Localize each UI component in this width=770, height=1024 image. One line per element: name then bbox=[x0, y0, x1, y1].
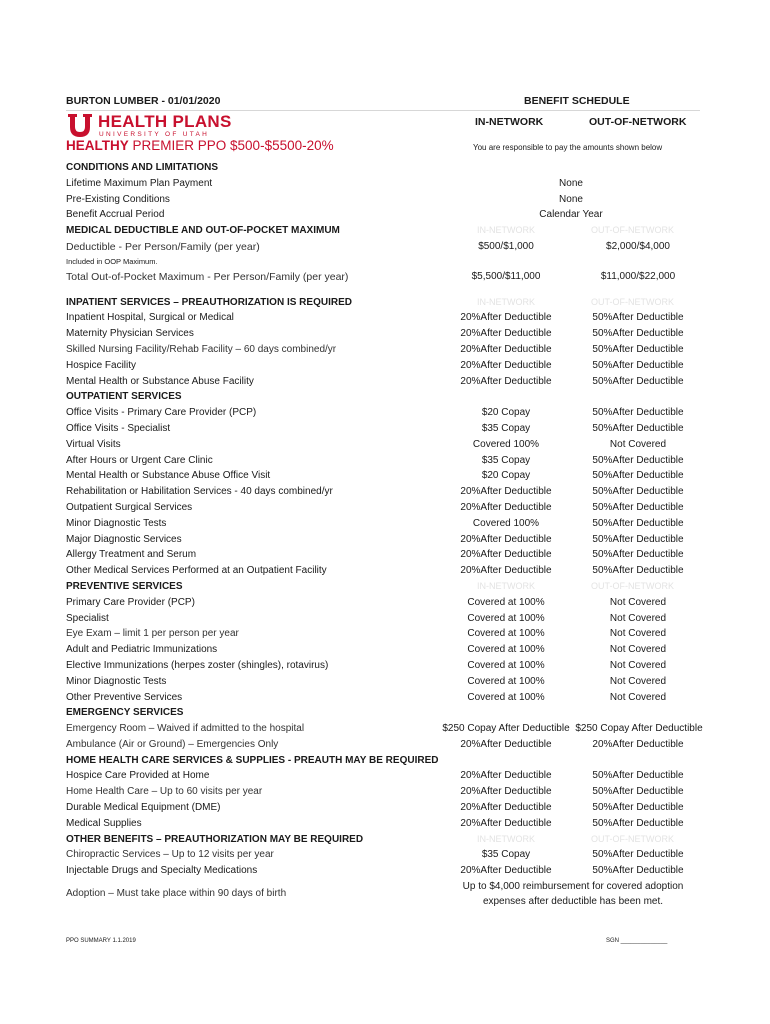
ghost-out-of-network: OUT-OF-NETWORK bbox=[591, 833, 674, 844]
benefit-table bbox=[66, 160, 703, 911]
out-of-network-value: Not Covered bbox=[609, 691, 667, 703]
row-label: Inpatient Hospital, Surgical or Medical bbox=[66, 312, 234, 324]
row-label: Skilled Nursing Facility/Rehab Facility – 60 days combined/yr bbox=[66, 343, 337, 355]
row-label: Deductible - Per Person/Family (per year) bbox=[66, 240, 260, 253]
section-header bbox=[66, 579, 700, 595]
table-row bbox=[66, 310, 700, 326]
out-of-network-value: 50%After Deductible bbox=[592, 517, 684, 529]
ghost-out-of-network: OUT-OF-NETWORK bbox=[591, 580, 674, 591]
out-of-network-value: 50%After Deductible bbox=[592, 533, 684, 545]
out-of-network-value: 50%After Deductible bbox=[592, 817, 684, 829]
table-row bbox=[66, 207, 700, 223]
table-row bbox=[66, 658, 700, 674]
row-label: Lifetime Maximum Plan Payment bbox=[66, 177, 213, 189]
section-header bbox=[66, 160, 700, 176]
out-of-network-value: Not Covered bbox=[609, 438, 667, 450]
row-label: Pre-Existing Conditions bbox=[66, 193, 170, 205]
row-label: Office Visits - Primary Care Provider (PCP) bbox=[66, 407, 257, 419]
row-label: Major Diagnostic Services bbox=[66, 533, 182, 545]
row-label: After Hours or Urgent Care Clinic bbox=[66, 454, 213, 466]
table-row bbox=[66, 768, 700, 784]
out-of-network-value: 50%After Deductible bbox=[592, 359, 684, 371]
footer-right: SGN ______________ bbox=[606, 938, 668, 944]
out-of-network-value: 50%After Deductible bbox=[592, 407, 684, 419]
section-title: EMERGENCY SERVICES bbox=[66, 707, 184, 719]
section-title: OUTPATIENT SERVICES bbox=[66, 391, 182, 403]
logo-name: HEALTH PLANS bbox=[98, 112, 232, 131]
responsibility-note: You are responsible to pay the amounts shown below bbox=[473, 143, 663, 152]
in-network-value: $35 Copay bbox=[481, 422, 531, 434]
table-row bbox=[66, 784, 700, 800]
ghost-out-of-network: OUT-OF-NETWORK bbox=[591, 296, 674, 307]
out-of-network-value: Not Covered bbox=[609, 596, 667, 608]
row-label: Ambulance (Air or Ground) – Emergencies Only bbox=[66, 738, 279, 750]
in-network-header: IN-NETWORK bbox=[475, 116, 544, 128]
row-label: Eye Exam – limit 1 per person per year bbox=[66, 628, 239, 640]
section-header bbox=[66, 295, 700, 311]
table-row bbox=[66, 358, 700, 374]
table-row bbox=[66, 690, 700, 706]
table-row bbox=[66, 484, 700, 500]
out-of-network-value: 50%After Deductible bbox=[592, 549, 684, 561]
footer-left: PPO SUMMARY 1.1.2019 bbox=[66, 938, 136, 944]
plan-name bbox=[66, 138, 334, 153]
section-title: CONDITIONS AND LIMITATIONS bbox=[66, 162, 219, 173]
in-network-value: $20 Copay bbox=[481, 470, 531, 482]
ghost-in-network: IN-NETWORK bbox=[477, 296, 535, 307]
row-label: Durable Medical Equipment (DME) bbox=[66, 802, 221, 814]
in-network-value: Covered at 100% bbox=[467, 612, 545, 624]
table-row bbox=[66, 437, 700, 453]
table-row bbox=[66, 269, 700, 285]
in-network-value: Covered at 100% bbox=[467, 596, 545, 608]
section-title bbox=[66, 297, 352, 308]
ghost-in-network: IN-NETWORK bbox=[477, 225, 535, 236]
table-row bbox=[66, 563, 700, 579]
benefit-schedule-title: BENEFIT SCHEDULE bbox=[524, 95, 630, 107]
table-row bbox=[66, 239, 700, 255]
row-label: Minor Diagnostic Tests bbox=[66, 517, 167, 529]
table-row bbox=[66, 374, 700, 390]
table-row bbox=[66, 326, 700, 342]
in-network-value: Covered at 100% bbox=[467, 628, 545, 640]
row-label: Chiropractic Services – Up to 12 visits per year bbox=[66, 849, 274, 861]
out-of-network-value: 50%After Deductible bbox=[592, 375, 684, 387]
table-row bbox=[66, 674, 700, 690]
row-label: Mental Health or Substance Abuse Office Visit bbox=[66, 470, 271, 482]
in-network-value: Covered at 100% bbox=[467, 659, 545, 671]
row-label: Other Preventive Services bbox=[66, 691, 183, 703]
in-network-value: 20%After Deductible bbox=[460, 328, 552, 340]
row-label: Outpatient Surgical Services bbox=[66, 501, 193, 513]
table-row bbox=[66, 737, 700, 753]
row-label: Rehabilitation or Habilitation Services - 40 days combined/yr bbox=[66, 486, 333, 498]
table-row bbox=[66, 547, 700, 563]
row-label: Elective Immunizations (herpes zoster (shingles), rotavirus) bbox=[66, 659, 329, 671]
out-of-network-value: 50%After Deductible bbox=[592, 328, 684, 340]
table-row bbox=[66, 176, 700, 192]
out-of-network-value: 50%After Deductible bbox=[592, 865, 684, 877]
out-of-network-value: 50%After Deductible bbox=[592, 454, 684, 466]
note-text: Included in OOP Maximum. bbox=[66, 256, 158, 266]
out-of-network-value: Not Covered bbox=[609, 644, 667, 656]
in-network-value: 20%After Deductible bbox=[460, 312, 552, 324]
out-of-network-value: 50%After Deductible bbox=[592, 802, 684, 814]
table-row bbox=[66, 516, 700, 532]
table-note bbox=[66, 255, 700, 268]
out-of-network-value: 50%After Deductible bbox=[592, 770, 684, 782]
ghost-in-network: IN-NETWORK bbox=[477, 580, 535, 591]
table-row bbox=[66, 500, 700, 516]
table-row bbox=[66, 847, 700, 863]
section-title: OTHER BENEFITS – PREAUTHORIZATION MAY BE REQUIRED bbox=[66, 833, 364, 845]
ghost-in-network: IN-NETWORK bbox=[477, 833, 535, 844]
out-of-network-value: 50%After Deductible bbox=[592, 422, 684, 434]
row-label: Specialist bbox=[66, 612, 109, 624]
table-row bbox=[66, 800, 700, 816]
table-row bbox=[66, 532, 700, 548]
row-value: None bbox=[559, 177, 583, 189]
row-label: Virtual Visits bbox=[66, 438, 121, 450]
in-network-value: 20%After Deductible bbox=[460, 802, 552, 814]
table-row bbox=[66, 595, 700, 611]
table-row bbox=[66, 816, 700, 832]
out-of-network-value: 50%After Deductible bbox=[592, 343, 684, 355]
row-label: Other Medical Services Performed at an Outpatient Facility bbox=[66, 565, 327, 577]
table-row bbox=[66, 405, 700, 421]
in-network-value: Covered 100% bbox=[472, 517, 540, 529]
spacer bbox=[66, 285, 700, 295]
in-network-value: $500/$1,000 bbox=[478, 240, 534, 252]
table-row bbox=[66, 421, 700, 437]
out-of-network-value: 50%After Deductible bbox=[592, 312, 684, 324]
row-label: Total Out-of-Pocket Maximum - Per Person/Family (per year) bbox=[66, 270, 349, 283]
row-label: Adult and Pediatric Immunizations bbox=[66, 644, 218, 656]
in-network-value: Covered 100% bbox=[472, 438, 540, 450]
ghost-out-of-network: OUT-OF-NETWORK bbox=[591, 225, 674, 236]
out-of-network-header: OUT-OF-NETWORK bbox=[589, 116, 687, 128]
row-label: Medical Supplies bbox=[66, 817, 142, 829]
plan-prefix: HEALTHY bbox=[66, 138, 129, 153]
row-label: Mental Health or Substance Abuse Facility bbox=[66, 375, 254, 387]
row-label: Primary Care Provider (PCP) bbox=[66, 596, 195, 608]
row-label: Office Visits - Specialist bbox=[66, 422, 171, 434]
table-row bbox=[66, 879, 700, 911]
section-title-text: INPATIENT SERVICES – PREAUTHORIZATION IS REQUIRED bbox=[66, 296, 352, 308]
university-u-logo-icon bbox=[66, 112, 94, 138]
header-divider bbox=[66, 110, 700, 111]
table-row bbox=[66, 342, 700, 358]
in-network-value: Covered at 100% bbox=[467, 675, 545, 687]
in-network-value: $35 Copay bbox=[481, 454, 531, 466]
in-network-value: 20%After Deductible bbox=[460, 486, 552, 498]
section-header bbox=[66, 832, 700, 848]
out-of-network-value: 50%After Deductible bbox=[592, 786, 684, 798]
out-of-network-value: 50%After Deductible bbox=[592, 486, 684, 498]
row-label: Home Health Care – Up to 60 visits per year bbox=[66, 786, 263, 798]
in-network-value: 20%After Deductible bbox=[460, 359, 552, 371]
logo-subtitle: UNIVERSITY OF UTAH bbox=[99, 131, 210, 138]
row-label: Minor Diagnostic Tests bbox=[66, 675, 167, 687]
in-network-value: 20%After Deductible bbox=[460, 375, 552, 387]
out-of-network-value: $2,000/$4,000 bbox=[606, 240, 670, 252]
row-label: Hospice Facility bbox=[66, 359, 137, 371]
section-header bbox=[66, 223, 700, 239]
row-label: Benefit Accrual Period bbox=[66, 209, 165, 221]
in-network-value: 20%After Deductible bbox=[460, 549, 552, 561]
out-of-network-value: Not Covered bbox=[609, 612, 667, 624]
in-network-value: 20%After Deductible bbox=[460, 565, 552, 577]
out-of-network-value: Not Covered bbox=[609, 628, 667, 640]
employer-date: BURTON LUMBER - 01/01/2020 bbox=[66, 95, 221, 107]
in-network-value: 20%After Deductible bbox=[460, 501, 552, 513]
out-of-network-value: Not Covered bbox=[609, 659, 667, 671]
in-network-value: Covered at 100% bbox=[467, 691, 545, 703]
in-network-value: 20%After Deductible bbox=[460, 770, 552, 782]
in-network-value: $250 Copay After Deductible bbox=[442, 723, 570, 735]
in-network-value: 20%After Deductible bbox=[460, 817, 552, 829]
section-title: HOME HEALTH CARE SERVICES & SUPPLIES - PREAUTH MAY BE REQUIRED bbox=[66, 754, 439, 766]
out-of-network-value: 50%After Deductible bbox=[592, 565, 684, 577]
in-network-value: $35 Copay bbox=[481, 849, 531, 861]
row-label: Hospice Care Provided at Home bbox=[66, 770, 210, 782]
in-network-value: 20%After Deductible bbox=[460, 865, 552, 877]
table-row bbox=[66, 192, 700, 208]
row-label: Injectable Drugs and Specialty Medications bbox=[66, 865, 258, 877]
out-of-network-value: 50%After Deductible bbox=[592, 849, 684, 861]
plan-title: PREMIER PPO $500-$5500-20% bbox=[132, 138, 334, 153]
in-network-value: 20%After Deductible bbox=[460, 343, 552, 355]
in-network-value: $20 Copay bbox=[481, 407, 531, 419]
table-row bbox=[66, 721, 703, 737]
in-network-value: 20%After Deductible bbox=[460, 533, 552, 545]
table-row bbox=[66, 468, 700, 484]
row-label: Adoption – Must take place within 90 days of birth bbox=[66, 888, 287, 900]
table-row bbox=[66, 642, 700, 658]
row-label: Emergency Room – Waived if admitted to the hospital bbox=[66, 723, 305, 735]
out-of-network-value: 20%After Deductible bbox=[592, 738, 684, 750]
row-label: Allergy Treatment and Serum bbox=[66, 549, 197, 561]
section-title: MEDICAL DEDUCTIBLE AND OUT-OF-POCKET MAXIMUM bbox=[66, 225, 340, 237]
table-row bbox=[66, 863, 700, 879]
out-of-network-value: Not Covered bbox=[609, 675, 667, 687]
out-of-network-value: 50%After Deductible bbox=[592, 501, 684, 513]
in-network-value: $5,500/$11,000 bbox=[471, 270, 541, 282]
out-of-network-value: 50%After Deductible bbox=[592, 470, 684, 482]
table-row bbox=[66, 626, 700, 642]
out-of-network-value: $11,000/$22,000 bbox=[600, 270, 676, 282]
section-header bbox=[66, 705, 700, 721]
row-value: Calendar Year bbox=[539, 209, 603, 221]
section-header bbox=[66, 389, 700, 405]
section-header bbox=[66, 753, 700, 769]
in-network-value: 20%After Deductible bbox=[460, 738, 552, 750]
row-value: None bbox=[559, 193, 583, 205]
table-row bbox=[66, 611, 700, 627]
section-title: PREVENTIVE SERVICES bbox=[66, 580, 183, 592]
in-network-value: Covered at 100% bbox=[467, 644, 545, 656]
out-of-network-value: $250 Copay After Deductible bbox=[575, 723, 703, 735]
row-label: Maternity Physician Services bbox=[66, 328, 194, 340]
table-row bbox=[66, 453, 700, 469]
in-network-value: 20%After Deductible bbox=[460, 786, 552, 798]
adoption-value: Up to $4,000 reimbursement for covered adoption expenses after deductible has been met. bbox=[462, 881, 684, 908]
